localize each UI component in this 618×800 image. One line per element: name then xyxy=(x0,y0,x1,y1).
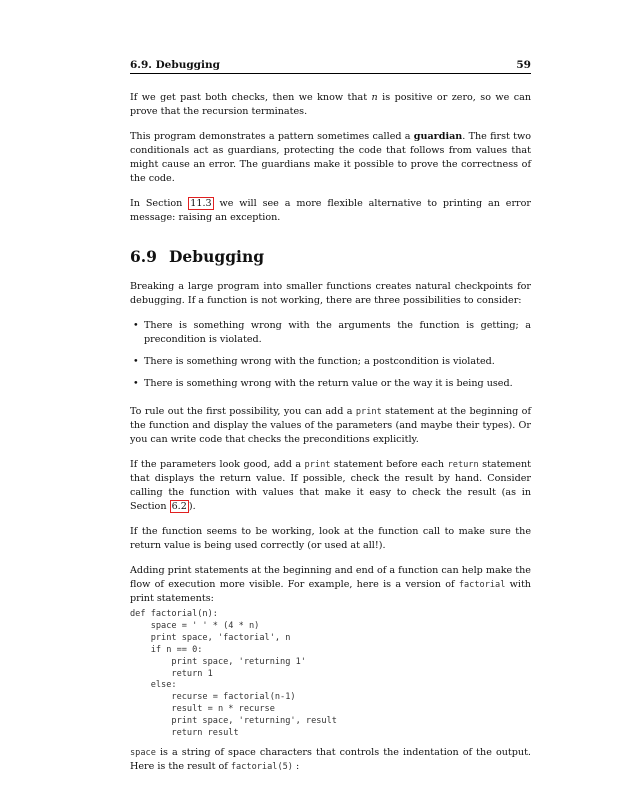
list-item: • There is something wrong with the arguments the function is getting; a precondition is violated. xyxy=(130,319,531,347)
code-line: result = n * recurse xyxy=(130,704,275,715)
code-print: print xyxy=(355,407,382,417)
code-line: print space, 'returning', result xyxy=(130,716,337,727)
paragraph-parameters: If the parameters look good, add a print statement before each return statement that displays the return value. If possible, check the result by hand. Consider calling the function with values that make it easy to check the result (as in Section 6.2 ). xyxy=(130,459,531,512)
paragraph-return-value: If the function seems to be working, look at the function call to make sure the return value is being used correctly (or used at all!). xyxy=(130,526,531,551)
paragraph-print-statements: Adding print statements at the beginning and end of a function can help make the flow of execution more visible. For example, here is a version of factorial with print statements: xyxy=(130,565,531,604)
code-print: print xyxy=(304,460,331,470)
list-item: • There is something wrong with the return value or the way it is being used. xyxy=(130,377,531,391)
paragraph-space-output: space is a string of space characters that controls the indentation of the output. Here is the result of factorial(5) : xyxy=(130,746,531,772)
code-block xyxy=(130,609,531,740)
paragraph-checkpoints: Breaking a large program into smaller functions creates natural checkpoints for debugging. If a function is not working, there are three possibilities to consider: xyxy=(130,281,531,306)
code-line: else: xyxy=(130,680,177,691)
section-number: 6.9 xyxy=(130,247,157,266)
section-title: Debugging xyxy=(168,247,265,266)
section-heading xyxy=(130,247,531,266)
term-guardian: guardian xyxy=(413,131,463,142)
list-item: • There is something wrong with the function; a postcondition is violated. xyxy=(130,355,531,369)
code-return: return xyxy=(447,460,479,470)
code-line: recurse = factorial(n-1) xyxy=(130,692,296,703)
code-space: space xyxy=(130,747,156,758)
possibilities-list xyxy=(130,319,531,391)
code-factorial-5: factorial(5) xyxy=(230,761,293,772)
code-line: print space, 'factorial', n xyxy=(130,632,291,643)
code-line: print space, 'returning 1' xyxy=(130,656,306,667)
code-line: if n == 0: xyxy=(130,644,203,655)
code-factorial: factorial xyxy=(458,580,506,590)
paragraph-first-possibility: To rule out the first possibility, you can add a print statement at the beginning of the function and display the values of the parameters (and maybe their types). Or you can write code that checks the preconditions explicitly. xyxy=(130,406,531,445)
code-line: return result xyxy=(130,728,239,739)
code-line: space = ' ' * (4 * n) xyxy=(130,620,260,631)
paragraph-guardian: This program demonstrates a pattern sometimes called a guardian. The first two conditionals act as guardians, protecting the code that follows from values that might cause an error. The guardians make it possible to prove the correctness of the code. xyxy=(130,131,531,184)
variable-n: n xyxy=(371,92,378,103)
page xyxy=(130,56,531,774)
code-line: return 1 xyxy=(130,668,213,679)
header-section-title: 6.9. Debugging xyxy=(130,59,220,71)
section-link-6-2[interactable]: 6.2 xyxy=(171,501,187,512)
header-page-number: 59 xyxy=(516,59,531,71)
paragraph-recursion-terminates: If we get past both checks, then we know that n is positive or zero, so we can prove that the recursion terminates. xyxy=(130,92,531,117)
paragraph-exception: In Section 11.3 we will see a more flexible alternative to printing an error message: raising an exception. xyxy=(130,198,532,223)
section-link-11-3[interactable]: 11.3 xyxy=(190,198,212,209)
code-line: def factorial(n): xyxy=(130,609,218,619)
running-header xyxy=(130,56,531,74)
